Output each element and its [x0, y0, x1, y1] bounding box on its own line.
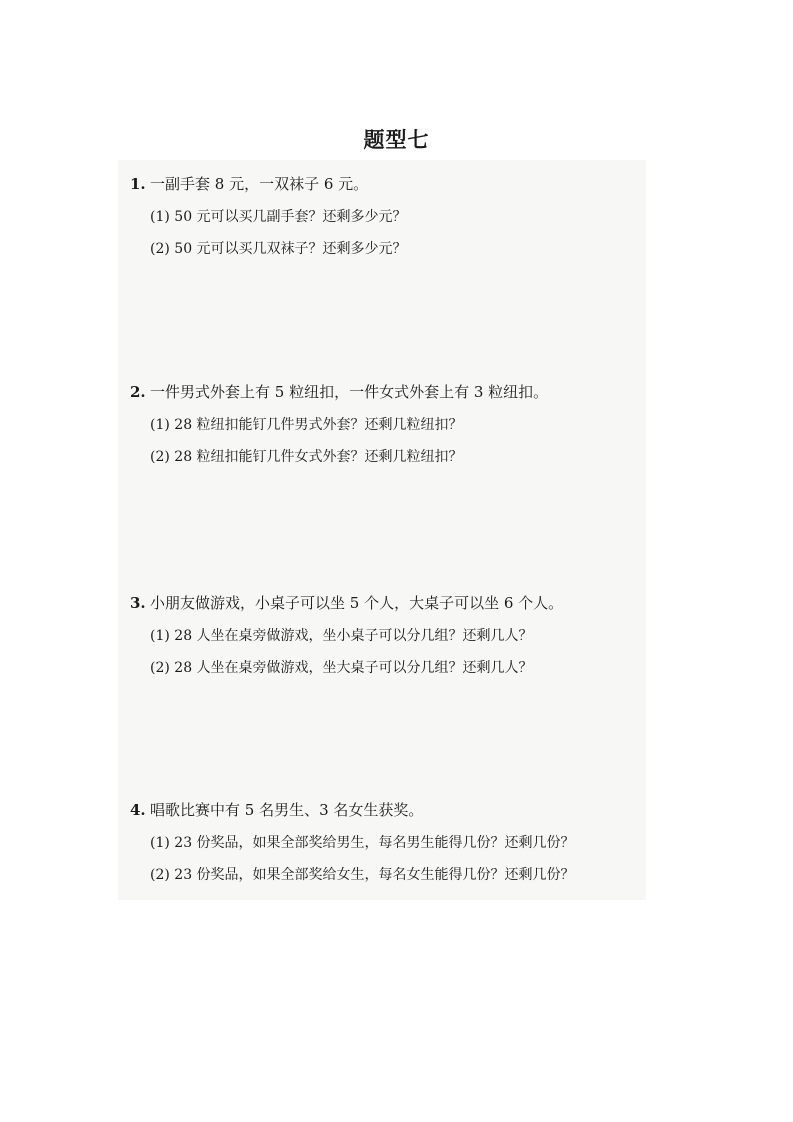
problem-2-stem [130, 382, 650, 402]
problem-3-stem [130, 593, 650, 613]
problem-3-number: 3. [130, 594, 146, 612]
problem-3-text: 小朋友做游戏，小桌子可以坐 5 个人，大桌子可以坐 6 个人。 [150, 594, 564, 612]
problem-3 [130, 593, 650, 678]
problem-3-question-2: (2) 28 人坐在桌旁做游戏，坐大桌子可以分几组？还剩几人？ [150, 660, 533, 676]
problem-1-question-2: (2) 50 元可以买几双袜子？还剩多少元？ [150, 241, 407, 257]
problem-4-question-2: (2) 23 份奖品，如果全部奖给女生，每名女生能得几份？还剩几份？ [150, 867, 575, 883]
page-title: 题型七 [363, 128, 430, 152]
problem-4-text: 唱歌比赛中有 5 名男生、3 名女生获奖。 [150, 801, 424, 819]
problem-2-question-1: (1) 28 粒纽扣能钉几件男式外套？还剩几粒纽扣？ [150, 417, 463, 433]
problem-1-stem [130, 174, 650, 194]
problem-1-question-1: (1) 50 元可以买几副手套？还剩多少元？ [150, 209, 407, 225]
problem-4 [130, 800, 650, 885]
problem-2-text: 一件男式外套上有 5 粒纽扣，一件女式外套上有 3 粒纽扣。 [150, 383, 549, 401]
problem-4-stem [130, 800, 650, 820]
problem-2 [130, 382, 650, 467]
problem-4-question-1: (1) 23 份奖品，如果全部奖给男生，每名男生能得几份？还剩几份？ [150, 835, 575, 851]
problem-1-text: 一副手套 8 元，一双袜子 6 元。 [150, 175, 369, 193]
problem-4-number: 4. [130, 801, 146, 819]
scanned-page-area [118, 160, 646, 900]
problem-1-number: 1. [130, 175, 146, 193]
problem-1 [130, 174, 650, 259]
problem-3-question-1: (1) 28 人坐在桌旁做游戏，坐小桌子可以分几组？还剩几人？ [150, 628, 533, 644]
problem-2-number: 2. [130, 383, 146, 401]
problem-2-question-2: (2) 28 粒纽扣能钉几件女式外套？还剩几粒纽扣？ [150, 449, 463, 465]
